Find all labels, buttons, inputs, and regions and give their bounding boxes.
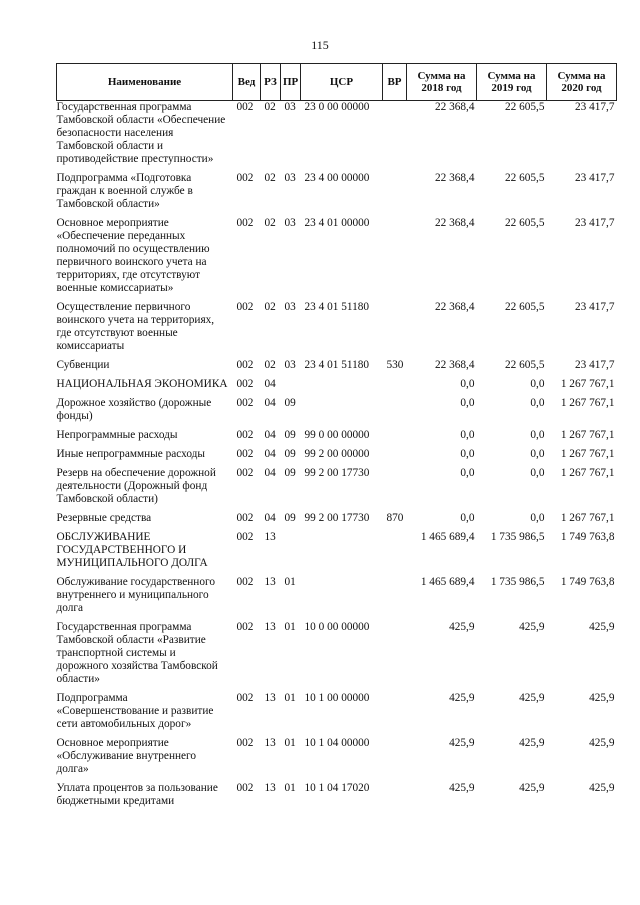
cell-sum-2018: 22 368,4 <box>434 359 475 371</box>
cell-name: Субвенции <box>56 359 110 371</box>
cell-ved: 002 <box>236 531 254 543</box>
cell-name: Осуществление первичного воинского учета на территориях, где отсутствуют военные комиссариаты <box>56 301 215 352</box>
cell-name: Резервные средства <box>56 512 152 524</box>
cell-rz: 13 <box>264 621 276 633</box>
table-row <box>57 448 617 467</box>
cell-rz: 04 <box>264 429 276 441</box>
cell-ved: 002 <box>236 512 254 524</box>
cell-csr: 10 0 00 00000 <box>304 621 370 633</box>
cell-rz: 02 <box>264 301 276 313</box>
cell-name: Непрограммные расходы <box>56 429 178 441</box>
table-row <box>57 692 617 737</box>
cell-ved: 002 <box>236 217 254 229</box>
cell-rz: 04 <box>264 397 276 409</box>
cell-sum-2018: 0,0 <box>460 467 475 479</box>
cell-pr: 09 <box>284 512 296 524</box>
cell-csr: 23 4 00 00000 <box>304 172 370 184</box>
cell-sum-2020: 425,9 <box>589 692 615 704</box>
cell-rz: 02 <box>264 172 276 184</box>
cell-csr: 99 0 00 00000 <box>304 429 370 441</box>
cell-name: Государственная программа Тамбовской области «Обеспечение безопасности населения Тамбовской области и противодействие преступности» <box>56 101 226 165</box>
cell-pr <box>281 531 301 576</box>
cell-rz: 13 <box>264 531 276 543</box>
cell-name: Дорожное хозяйство (дорожные фонды) <box>56 397 212 422</box>
cell-rz: 02 <box>264 101 276 113</box>
cell-pr: 09 <box>284 467 296 479</box>
cell-csr: 23 4 01 51180 <box>304 359 370 371</box>
cell-sum-2020: 1 267 767,1 <box>560 467 615 479</box>
cell-vr <box>383 467 407 512</box>
header-sum-2020: Сумма на 2020 год <box>547 64 617 101</box>
cell-csr: 23 4 01 00000 <box>304 217 370 229</box>
cell-sum-2019: 0,0 <box>530 448 545 460</box>
header-vr: ВР <box>383 64 407 101</box>
cell-ved: 002 <box>236 692 254 704</box>
cell-sum-2020: 425,9 <box>589 737 615 749</box>
cell-ved: 002 <box>236 467 254 479</box>
cell-name: НАЦИОНАЛЬНАЯ ЭКОНОМИКА <box>56 378 228 390</box>
cell-vr <box>383 397 407 429</box>
cell-csr: 99 2 00 00000 <box>304 448 370 460</box>
cell-sum-2018: 0,0 <box>460 512 475 524</box>
cell-sum-2020: 1 267 767,1 <box>560 448 615 460</box>
table-row <box>57 378 617 397</box>
cell-csr: 10 1 04 17020 <box>304 782 370 794</box>
cell-pr: 03 <box>284 217 296 229</box>
cell-sum-2020: 1 267 767,1 <box>560 397 615 409</box>
table-row <box>57 172 617 217</box>
cell-sum-2020: 1 749 763,8 <box>560 531 615 543</box>
cell-sum-2018: 0,0 <box>460 397 475 409</box>
cell-sum-2018: 22 368,4 <box>434 301 475 313</box>
table-row <box>57 621 617 692</box>
cell-pr: 03 <box>284 301 296 313</box>
cell-sum-2019: 22 605,5 <box>504 172 545 184</box>
cell-vr: 530 <box>386 359 404 371</box>
cell-rz: 04 <box>264 448 276 460</box>
cell-vr <box>383 621 407 692</box>
cell-csr: 99 2 00 17730 <box>304 512 370 524</box>
cell-ved: 002 <box>236 737 254 749</box>
cell-sum-2018: 425,9 <box>449 737 475 749</box>
cell-csr: 23 4 01 51180 <box>304 301 370 313</box>
cell-sum-2020: 23 417,7 <box>574 172 615 184</box>
cell-csr: 10 1 00 00000 <box>304 692 370 704</box>
header-name: Наименование <box>57 64 233 101</box>
cell-sum-2019: 0,0 <box>530 397 545 409</box>
cell-vr <box>383 217 407 301</box>
header-sum-2019: Сумма на 2019 год <box>477 64 547 101</box>
cell-rz: 02 <box>264 217 276 229</box>
header-sum-2018: Сумма на 2018 год <box>407 64 477 101</box>
cell-rz: 13 <box>264 576 276 588</box>
page-number: 115 <box>311 38 329 52</box>
cell-csr: 99 2 00 17730 <box>304 467 370 479</box>
table-row <box>57 397 617 429</box>
cell-pr: 01 <box>284 737 296 749</box>
cell-pr: 09 <box>284 397 296 409</box>
cell-pr: 03 <box>284 359 296 371</box>
cell-rz: 13 <box>264 782 276 794</box>
table-row <box>57 101 617 173</box>
table-row <box>57 782 617 814</box>
cell-ved: 002 <box>236 172 254 184</box>
cell-rz: 02 <box>264 359 276 371</box>
cell-rz: 04 <box>264 378 276 390</box>
cell-csr <box>301 378 383 397</box>
cell-pr <box>281 378 301 397</box>
cell-name: Основное мероприятие «Обеспечение переданных полномочий по осуществлению первичного воинского учета на территориях, где отсутствуют военные комиссариаты» <box>56 217 210 294</box>
cell-vr <box>383 692 407 737</box>
cell-pr: 01 <box>284 576 296 588</box>
cell-vr <box>383 378 407 397</box>
cell-sum-2018: 425,9 <box>449 782 475 794</box>
table-row <box>57 217 617 301</box>
cell-rz: 13 <box>264 692 276 704</box>
cell-sum-2019: 425,9 <box>519 692 545 704</box>
header-rz: РЗ <box>261 64 281 101</box>
cell-pr: 03 <box>284 101 296 113</box>
cell-ved: 002 <box>236 359 254 371</box>
cell-vr <box>383 531 407 576</box>
cell-sum-2019: 425,9 <box>519 782 545 794</box>
cell-sum-2019: 425,9 <box>519 737 545 749</box>
cell-sum-2020: 23 417,7 <box>574 359 615 371</box>
header-csr: ЦСР <box>301 64 383 101</box>
table-row <box>57 737 617 782</box>
cell-sum-2018: 22 368,4 <box>434 101 475 113</box>
cell-sum-2019: 1 735 986,5 <box>490 531 545 543</box>
cell-ved: 002 <box>236 576 254 588</box>
table-header-row <box>57 64 617 101</box>
cell-pr: 03 <box>284 172 296 184</box>
table-row <box>57 531 617 576</box>
cell-csr <box>301 576 383 621</box>
cell-sum-2020: 1 267 767,1 <box>560 378 615 390</box>
cell-vr <box>383 737 407 782</box>
cell-name: Основное мероприятие «Обслуживание внутреннего долга» <box>56 737 197 775</box>
cell-sum-2019: 0,0 <box>530 429 545 441</box>
cell-name: ОБСЛУЖИВАНИЕ ГОСУДАРСТВЕННОГО И МУНИЦИПАЛЬНОГО ДОЛГА <box>56 531 208 569</box>
cell-vr <box>383 172 407 217</box>
cell-vr <box>383 101 407 173</box>
cell-csr <box>301 397 383 429</box>
table-row <box>57 429 617 448</box>
cell-sum-2018: 1 465 689,4 <box>420 576 475 588</box>
cell-ved: 002 <box>236 448 254 460</box>
cell-name: Иные непрограммные расходы <box>56 448 206 460</box>
cell-sum-2019: 0,0 <box>530 467 545 479</box>
cell-name: Обслуживание государственного внутреннего и муниципального долга <box>56 576 216 614</box>
cell-sum-2019: 0,0 <box>530 378 545 390</box>
cell-csr: 23 0 00 00000 <box>304 101 370 113</box>
cell-sum-2019: 1 735 986,5 <box>490 576 545 588</box>
cell-sum-2019: 22 605,5 <box>504 301 545 313</box>
cell-vr <box>383 576 407 621</box>
cell-csr: 10 1 04 00000 <box>304 737 370 749</box>
cell-sum-2018: 425,9 <box>449 692 475 704</box>
header-pr: ПР <box>281 64 301 101</box>
cell-sum-2019: 22 605,5 <box>504 217 545 229</box>
cell-sum-2018: 0,0 <box>460 378 475 390</box>
cell-ved: 002 <box>236 429 254 441</box>
cell-sum-2020: 23 417,7 <box>574 217 615 229</box>
cell-sum-2018: 0,0 <box>460 448 475 460</box>
cell-sum-2020: 23 417,7 <box>574 301 615 313</box>
cell-sum-2019: 425,9 <box>519 621 545 633</box>
cell-pr: 09 <box>284 429 296 441</box>
cell-pr: 01 <box>284 692 296 704</box>
cell-sum-2019: 22 605,5 <box>504 359 545 371</box>
cell-pr: 01 <box>284 782 296 794</box>
cell-ved: 002 <box>236 101 254 113</box>
cell-rz: 04 <box>264 467 276 479</box>
cell-ved: 002 <box>236 621 254 633</box>
cell-pr: 01 <box>284 621 296 633</box>
cell-sum-2018: 425,9 <box>449 621 475 633</box>
table-row <box>57 512 617 531</box>
table-row <box>57 576 617 621</box>
cell-sum-2018: 0,0 <box>460 429 475 441</box>
cell-rz: 04 <box>264 512 276 524</box>
cell-sum-2020: 425,9 <box>589 782 615 794</box>
cell-sum-2020: 1 267 767,1 <box>560 429 615 441</box>
cell-vr: 870 <box>386 512 404 524</box>
cell-name: Государственная программа Тамбовской области «Развитие транспортной системы и дорожного хозяйства Тамбовской области» <box>56 621 218 685</box>
cell-sum-2019: 0,0 <box>530 512 545 524</box>
cell-name: Подпрограмма «Совершенствование и развитие сети автомобильных дорог» <box>56 692 214 730</box>
cell-sum-2020: 1 749 763,8 <box>560 576 615 588</box>
cell-csr <box>301 531 383 576</box>
cell-name: Резерв на обеспечение дорожной деятельности (Дорожный фонд Тамбовской области) <box>56 467 216 505</box>
cell-ved: 002 <box>236 301 254 313</box>
table-body <box>57 101 617 815</box>
cell-sum-2020: 425,9 <box>589 621 615 633</box>
cell-sum-2020: 23 417,7 <box>574 101 615 113</box>
table-row <box>57 301 617 359</box>
cell-vr <box>383 301 407 359</box>
cell-rz: 13 <box>264 737 276 749</box>
cell-sum-2018: 1 465 689,4 <box>420 531 475 543</box>
cell-ved: 002 <box>236 782 254 794</box>
cell-name: Подпрограмма «Подготовка граждан к военной службе в Тамбовской области» <box>56 172 193 210</box>
cell-sum-2018: 22 368,4 <box>434 172 475 184</box>
header-ved: Вед <box>233 64 261 101</box>
cell-sum-2019: 22 605,5 <box>504 101 545 113</box>
budget-table <box>56 63 617 814</box>
cell-pr: 09 <box>284 448 296 460</box>
cell-sum-2018: 22 368,4 <box>434 217 475 229</box>
cell-name: Уплата процентов за пользование бюджетными кредитами <box>56 782 218 807</box>
cell-vr <box>383 429 407 448</box>
table-row <box>57 359 617 378</box>
cell-vr <box>383 448 407 467</box>
cell-vr <box>383 782 407 814</box>
cell-ved: 002 <box>236 397 254 409</box>
cell-ved: 002 <box>236 378 254 390</box>
cell-sum-2020: 1 267 767,1 <box>560 512 615 524</box>
table-row <box>57 467 617 512</box>
